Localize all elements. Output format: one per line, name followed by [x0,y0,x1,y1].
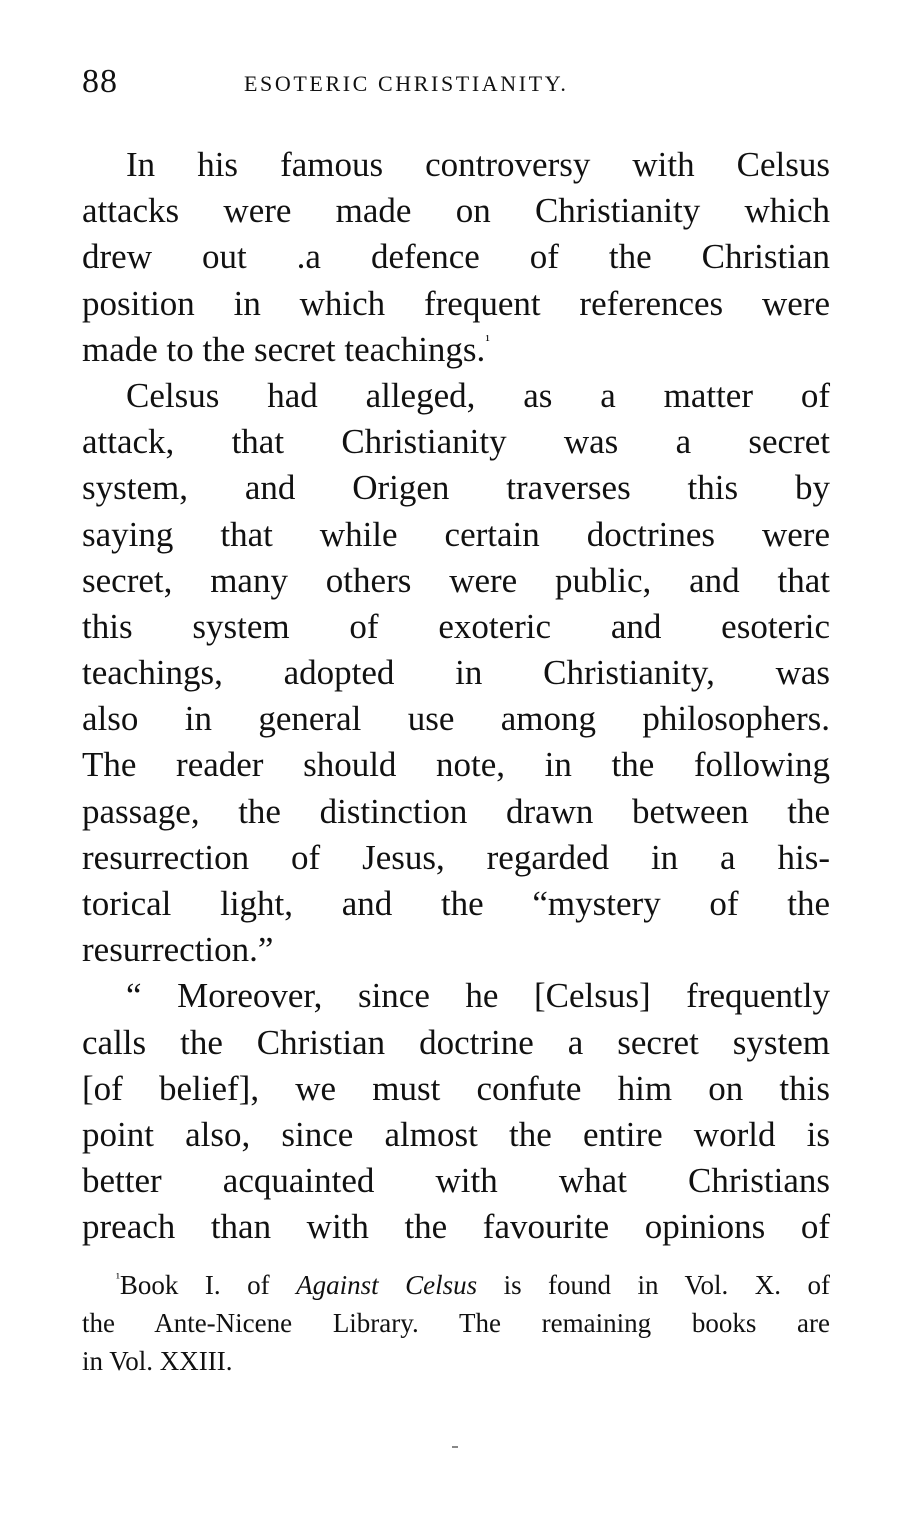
text-line: “ Moreover, since he [Celsus] frequently [126,976,830,1016]
page-header [82,62,828,102]
text-line: saying that while certain doctrines were [82,514,830,554]
scan-speck [452,1446,458,1448]
page-number: 88 [82,63,118,100]
text-line: attacks were made on Christianity which [82,191,830,231]
text-line: In his famous controversy with Celsus [126,145,830,184]
text-line: torical light, and the “mystery of the [82,884,830,923]
text-line: passage, the distinction drawn between the [82,791,830,831]
footnote-line: the Ante-Nicene Library. The remaining books are [82,1308,830,1338]
footnote-text: Book I. of [119,1270,297,1300]
text-line: point also, since almost the entire world is [82,1114,830,1154]
text-line: [of belief], we must confute him on this [82,1068,830,1108]
footnote-book-title: Against Celsus [296,1270,478,1300]
footnote-line [82,1266,830,1304]
text-line [82,327,830,373]
text-line: drew out .a defence of the Christian [82,237,830,277]
text-line: secret, many others were public, and that [82,560,830,600]
footnote-reference: ¹ [485,332,490,349]
text-line-content: made to the secret teachings. [82,329,486,369]
text-line: attack, that Christianity was a secret [82,422,830,462]
text-line: Celsus had alleged, as a matter of [126,375,830,415]
text-line: position in which frequent references were [82,283,830,323]
text-line: system, and Origen traverses this by [82,468,830,508]
footnote-line: in Vol. XXIII. [82,1346,233,1376]
body-text [82,142,830,1251]
footnote-marker: ¹ [116,1270,120,1285]
running-head: ESOTERIC CHRISTIANITY. [244,71,569,96]
text-line: calls the Christian doctrine a secret system [82,1022,830,1062]
text-line: resurrection of Jesus, regarded in a his- [82,837,830,877]
text-line: preach than with the favourite opinions of [82,1207,830,1247]
text-line: The reader should note, in the following [82,745,830,785]
text-line: also in general use among philosophers. [82,699,830,739]
footnote-text: is found in Vol. X. of [477,1270,830,1300]
footnote [82,1266,830,1380]
text-line: better acquainted with what Christians [82,1161,830,1201]
text-line: this system of exoteric and esoteric [82,606,830,646]
text-line: resurrection.” [82,930,274,970]
text-line: teachings, adopted in Christianity, was [82,653,830,693]
